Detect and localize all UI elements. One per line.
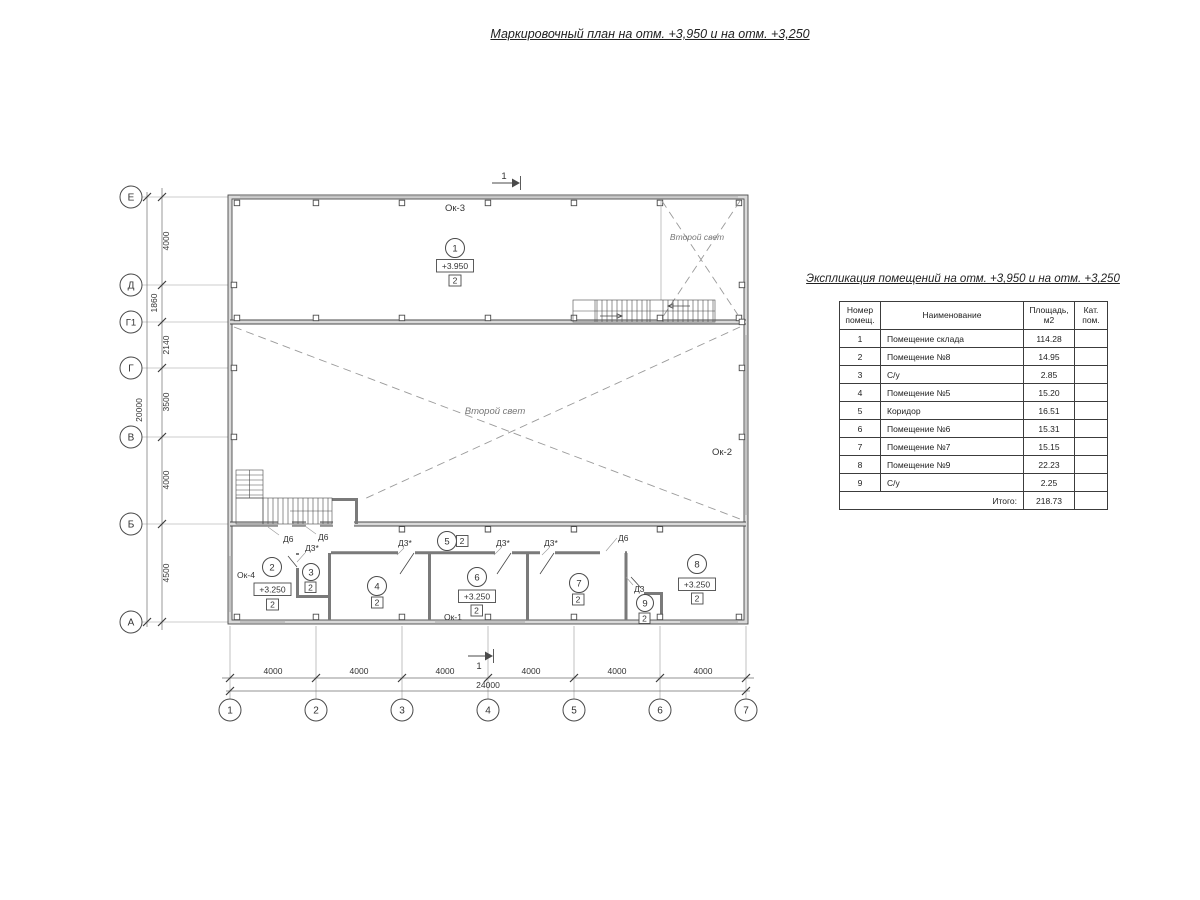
cell-name: Помещение №8 (881, 348, 1024, 366)
cell-area: 14.95 (1024, 348, 1075, 366)
table-total-row (840, 492, 1108, 510)
row-dim-total: 20000 (134, 398, 144, 422)
row-axis-label: Д (127, 280, 135, 292)
window-label-ok1: Ок-1 (444, 612, 462, 622)
room-number: 3 (308, 567, 314, 579)
room-markers (254, 239, 716, 624)
room-category: 2 (270, 599, 275, 610)
room-schedule-title: Экспликация помещений на отм. +3,950 и на отм. +3,250 (806, 273, 1120, 285)
row-dim: 1860 (149, 293, 159, 313)
cell-area: 2.85 (1024, 366, 1075, 384)
col-axis-label: 5 (571, 705, 577, 717)
cell-name: Помещение склада (881, 330, 1024, 348)
second-light-label: Второй свет (464, 406, 526, 417)
row-axis-label: Б (127, 519, 135, 531)
cell-area: 15.31 (1024, 420, 1075, 438)
cell-area: 16.51 (1024, 402, 1075, 420)
row-axis-label: Е (127, 192, 135, 204)
header-num: Номер помещ. (840, 302, 881, 330)
drawing-title: Маркировочный план на отм. +3,950 и на отм. +3,250 (490, 27, 810, 41)
room-number: 4 (374, 581, 380, 593)
table-row (840, 402, 1108, 420)
door-label-d6: Д6 (618, 533, 629, 543)
window-label-ok3: Ок-3 (445, 203, 465, 214)
upper-stair (573, 300, 715, 322)
cell-area: 15.15 (1024, 438, 1075, 456)
cell-area: 22.23 (1024, 456, 1075, 474)
row-dim: 4000 (161, 231, 171, 251)
cell-cat (1075, 402, 1108, 420)
cell-cat (1075, 420, 1108, 438)
col-axis-label: 1 (227, 705, 233, 717)
row-dim: 4500 (161, 563, 171, 583)
col-dim: 4000 (263, 666, 283, 676)
cell-num: 3 (840, 366, 881, 384)
table-row (840, 348, 1108, 366)
section-mark-label: 1 (476, 661, 482, 672)
table-row (840, 438, 1108, 456)
door-label-d3s: Д3* (544, 538, 558, 548)
cell-name: Коридор (881, 402, 1024, 420)
schedule-header-row (840, 302, 1108, 330)
col-dim: 4000 (521, 666, 541, 676)
header-name: Наименование (881, 302, 1024, 330)
room-category: 2 (374, 597, 380, 608)
room-category: 2 (452, 275, 458, 286)
table-row (840, 330, 1108, 348)
cell-area: 114.28 (1024, 330, 1075, 348)
left-grid-lines (142, 188, 228, 630)
row-axis-label: Г (128, 363, 134, 375)
total-label: Итого: (840, 492, 1024, 510)
row-axis-label: Г1 (125, 317, 137, 329)
col-dim: 4000 (693, 666, 713, 676)
second-light-label: Второй свет (669, 232, 725, 242)
lower-stair (236, 470, 332, 524)
cell-num: 1 (840, 330, 881, 348)
header-cat: Кат. пом. (1075, 302, 1108, 330)
door-label-d6: Д6 (318, 532, 329, 542)
header-area: Площадь, м2 (1024, 302, 1075, 330)
cell-cat (1075, 438, 1108, 456)
room-number: 2 (269, 562, 275, 574)
window-label-ok2: Ок-2 (712, 447, 732, 458)
door-label-d6: Д6 (283, 534, 294, 544)
cell-cat (1075, 366, 1108, 384)
cell-num: 2 (840, 348, 881, 366)
room-category: 2 (459, 536, 465, 546)
second-light-labels (465, 232, 724, 417)
row-axis-label: А (127, 617, 135, 629)
cell-name: Помещение №6 (881, 420, 1024, 438)
window-label-ok4: Ок-4 (237, 570, 255, 580)
cell-num: 6 (840, 420, 881, 438)
row-dim: 3500 (161, 392, 171, 412)
table-row (840, 474, 1108, 492)
cell-name: С/у (881, 366, 1024, 384)
col-dim: 4000 (435, 666, 455, 676)
cell-num: 4 (840, 384, 881, 402)
cell-num: 7 (840, 438, 881, 456)
room-category: 2 (308, 582, 313, 593)
room-category: 2 (474, 605, 479, 616)
cell-num: 8 (840, 456, 881, 474)
table-row (840, 420, 1108, 438)
door-label-d3s: Д3* (305, 543, 319, 553)
room-elevation: +3.250 (259, 584, 286, 595)
cell-name: С/у (881, 474, 1024, 492)
col-axis-bubbles (219, 699, 757, 721)
cell-area: 2.25 (1024, 474, 1075, 492)
room-number: 5 (444, 536, 450, 548)
col-axis-label: 6 (657, 705, 663, 717)
cell-cat (1075, 384, 1108, 402)
col-dim-total: 24000 (476, 680, 500, 690)
cell-name: Помещение №9 (881, 456, 1024, 474)
room-number: 8 (694, 559, 700, 571)
col-axis-label: 3 (399, 705, 405, 717)
room-category: 2 (694, 593, 700, 604)
col-dim: 4000 (607, 666, 627, 676)
total-cat (1075, 492, 1108, 510)
table-row (840, 366, 1108, 384)
void-dashed-lines (234, 199, 740, 519)
cell-area: 15.20 (1024, 384, 1075, 402)
room-number: 9 (642, 598, 648, 610)
row-dim: 4000 (161, 470, 171, 490)
door-label-d3s: Д3* (398, 538, 412, 548)
col-axis-label: 7 (743, 705, 749, 717)
row-dim: 2140 (161, 335, 171, 355)
room-number: 1 (452, 243, 458, 255)
room-elevation: +3.250 (463, 591, 491, 602)
room-elevation: +3.950 (441, 261, 469, 271)
cell-cat (1075, 330, 1108, 348)
room-schedule-table (839, 301, 1108, 510)
col-axis-label: 2 (313, 705, 319, 717)
room-category: 2 (642, 613, 647, 624)
room-number: 7 (576, 578, 582, 590)
cell-name: Помещение №5 (881, 384, 1024, 402)
door-label-d3s: Д3* (496, 538, 510, 548)
cell-cat (1075, 474, 1108, 492)
section-mark-label: 1 (501, 171, 507, 182)
room-category: 2 (575, 594, 581, 605)
table-row (840, 456, 1108, 474)
table-row (840, 384, 1108, 402)
room-elevation: +3.250 (683, 579, 711, 590)
col-dim: 4000 (349, 666, 369, 676)
cell-cat (1075, 456, 1108, 474)
cell-cat (1075, 348, 1108, 366)
cell-num: 9 (840, 474, 881, 492)
door-label-d3: Д3 (634, 584, 645, 594)
room-number: 6 (474, 572, 480, 584)
cell-num: 5 (840, 402, 881, 420)
cell-name: Помещение №7 (881, 438, 1024, 456)
total-value: 218.73 (1024, 492, 1075, 510)
row-axis-label: В (127, 432, 135, 444)
col-axis-label: 4 (485, 705, 491, 717)
